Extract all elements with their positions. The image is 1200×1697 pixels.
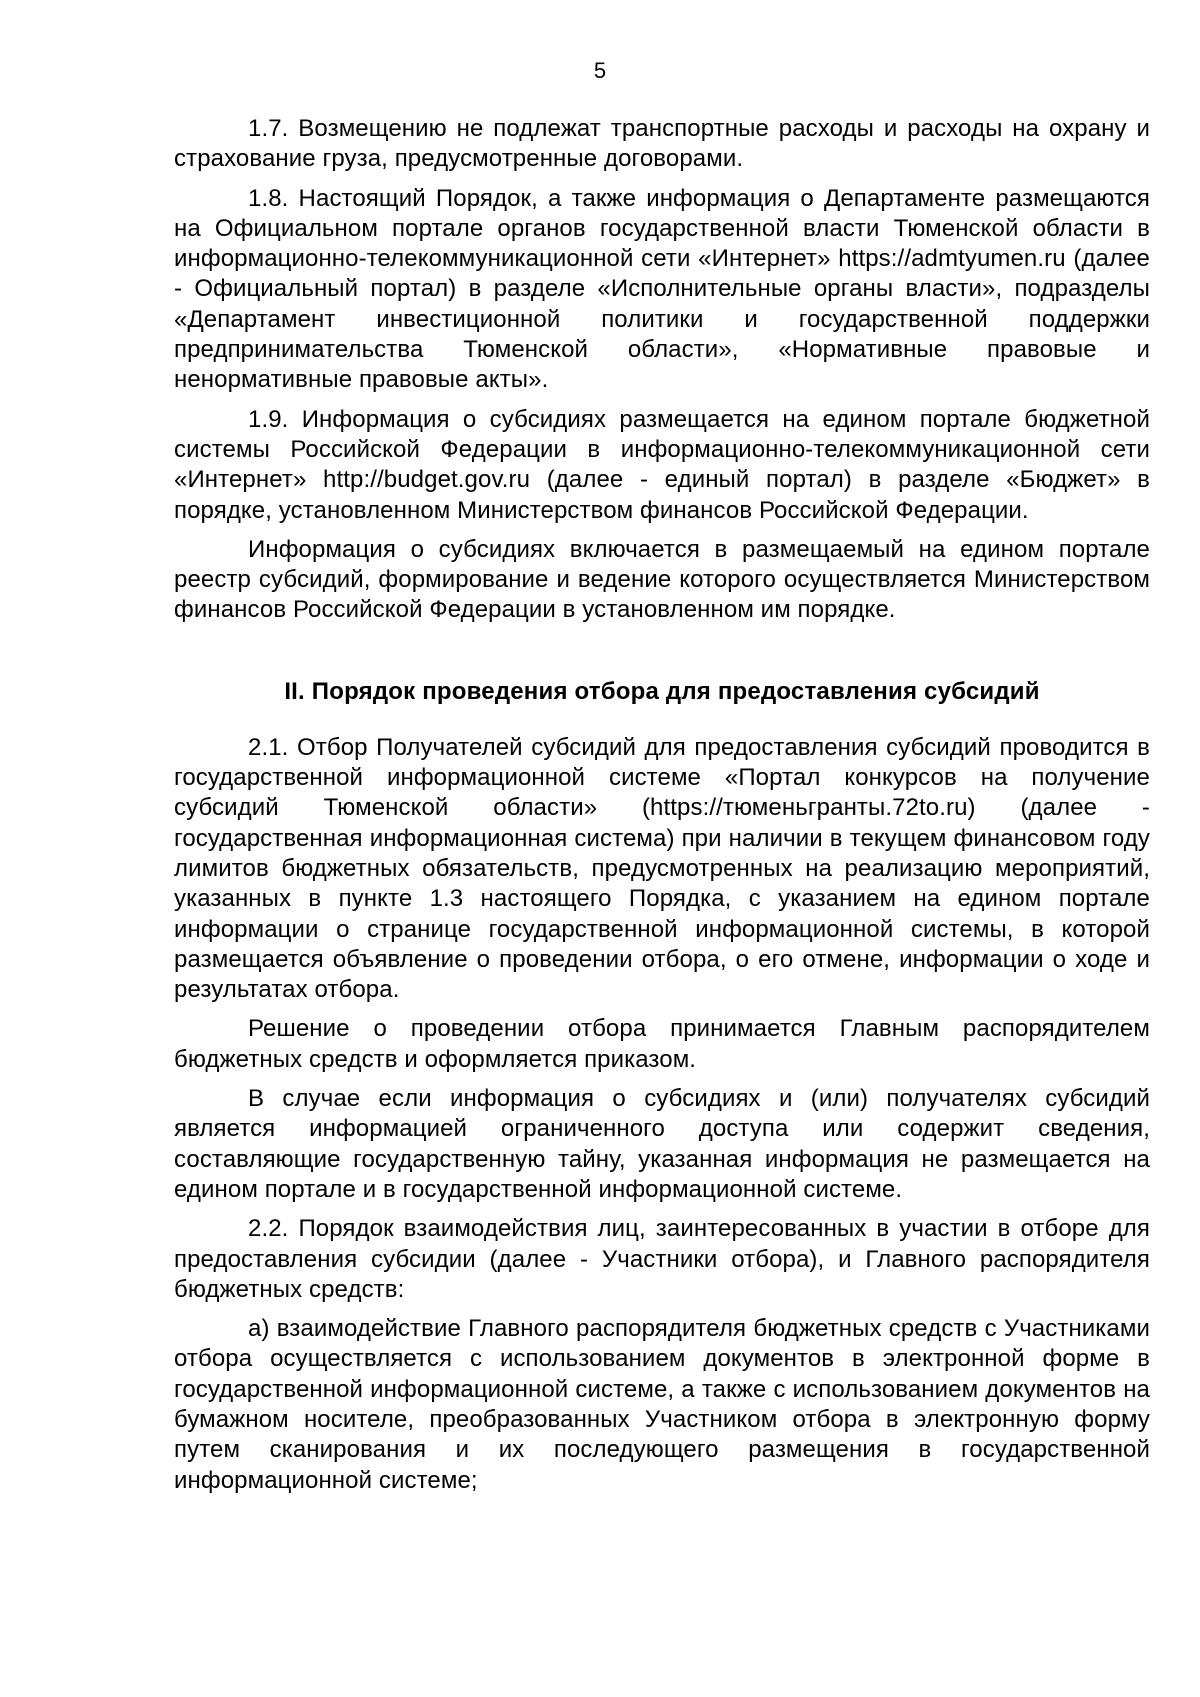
section-spacer <box>174 635 1150 677</box>
paragraph-1-9: 1.9. Информация о субсидиях размещается на едином портале бюджетной системы Российской Федерации в информационно-телекоммуникационной сети «Интернет» http://budget.gov.ru (далее - единый портал) в разделе «Бюджет» в порядке, установленном Министерством финансов Российской Федерации. <box>174 405 1150 524</box>
paragraph-1-8: 1.8. Настоящий Порядок, а также информация о Департаменте размещаются на Официальном портале органов государственной власти Тюменской области в информационно-телекоммуникационной сети «Интернет» https://admtyumen.ru (далее - Официальный портал) в разделе «Исполнительные органы власти», подразделы «Департамент инвестиционной политики и государственной поддержки предпринимательства Тюменской области», «Нормативные правовые и ненормативные правовые акты». <box>174 184 1150 394</box>
paragraph-1-7: 1.7. Возмещению не подлежат транспортные расходы и расходы на охрану и страхование груза, предусмотренные договорами. <box>174 115 1150 173</box>
paragraph-2-2-a: а) взаимодействие Главного распорядителя бюджетных средств с Участниками отбора осуществляется с использованием документов в электронной форме в государственной информационной системе, а также с использованием документов на бумажном носителе, преобразованных Участником отбора в электронную форму путем сканирования и их последующего размещения в государственной информационной системе; <box>174 1315 1150 1494</box>
paragraph-restricted-information: В случае если информация о субсидиях и (или) получателях субсидий является информацией ограниченного доступа или содержит сведения, составляющие государственную тайну, указанная информация не размещается на едином портале и в государственной информационной системе. <box>174 1085 1150 1203</box>
paragraph-2-1: 2.1. Отбор Получателей субсидий для предоставления субсидий проводится в государственной информационной системе «Портал конкурсов на получение субсидий Тюменской области» (https://тюменьгранты.72to.ru) (далее - государственная информационная система) при наличии в текущем финансовом году лимитов бюджетных обязательств, предусмотренных на реализацию мероприятий, указанных в пункте 1.3 настоящего Порядка, с указанием на едином портале информации о странице государственной информационной системы, в которой размещается объявление о проведении отбора, о его отмене, информации о ходе и результатах отбора. <box>174 733 1150 1004</box>
document-body <box>174 114 1150 1505</box>
page-number: 5 <box>593 58 607 83</box>
paragraph-subsidy-registry: Информация о субсидиях включается в размещаемый на едином портале реестр субсидий, формирование и ведение которого осуществляется Министерством финансов Российской Федерации в установленном им порядке. <box>174 535 1150 624</box>
section-heading: II. Порядок проведения отбора для предоставления субсидий <box>284 677 1040 705</box>
paragraph-selection-decision: Решение о проведении отбора принимается Главным распорядителем бюджетных средств и оформляется приказом. <box>174 1015 1150 1073</box>
paragraph-2-2: 2.2. Порядок взаимодействия лиц, заинтересованных в участии в отборе для предоставления субсидии (далее - Участники отбора), и Главного распорядителя бюджетных средств: <box>174 1215 1150 1303</box>
